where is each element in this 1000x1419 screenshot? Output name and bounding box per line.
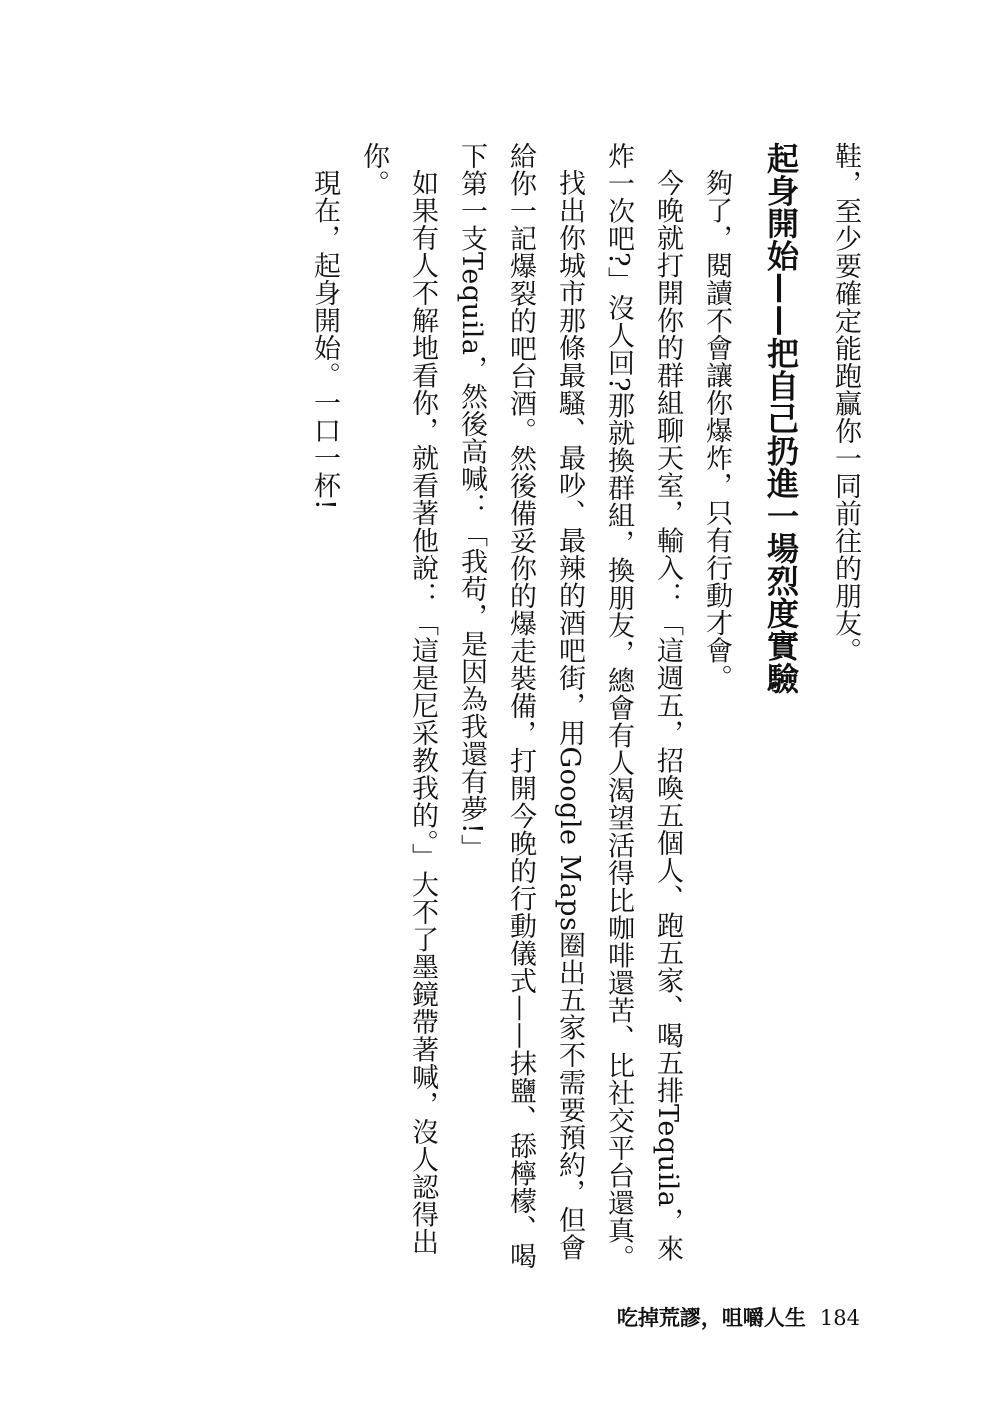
page-number: 184 <box>819 1306 860 1330</box>
paragraph-5: 現在，起身開始。一口一杯! <box>309 169 340 511</box>
page-footer <box>617 1302 860 1332</box>
section-heading: 起身開始——把自己扔進一場烈度實驗 <box>762 142 800 695</box>
paragraph-1: 夠了，閱讀不會讓你爆炸，只有行動才會。 <box>701 169 732 692</box>
paragraph-4: 如果有人不解地看你，就看著他說：「這是尼采教我的。」大不了墨鏡帶著喊，沒人認得出你。 <box>358 142 438 1256</box>
paragraph-3: 找出你城市那條最騷、最吵、最辣的酒吧街，用Google Maps圈出五家不需要預約，但會給你一記爆裂的吧台酒。然後備妥你的爆走裝備，打開今晚的行動儀式——抹鹽、舔檸檬、喝下第一支Tequila，然後高喊：「我苟，是因為我還有夢!」 <box>456 142 585 1270</box>
running-title: 吃掉荒謬，咀嚼人生 <box>616 1305 806 1330</box>
vertical-text-body <box>300 142 870 1272</box>
paragraph-2: 今晚就打開你的群組聊天室，輸入：「這週五，招喚五個人、跑五家、喝五排Tequila，來炸一次吧?」沒人回?那就換群組，換朋友，總會有人渴望活得比咖啡還苦、比社交平台還真。 <box>603 142 683 1272</box>
paragraph-continued: 鞋，至少要確定能跑贏你一同前往的朋友。 <box>830 142 861 665</box>
